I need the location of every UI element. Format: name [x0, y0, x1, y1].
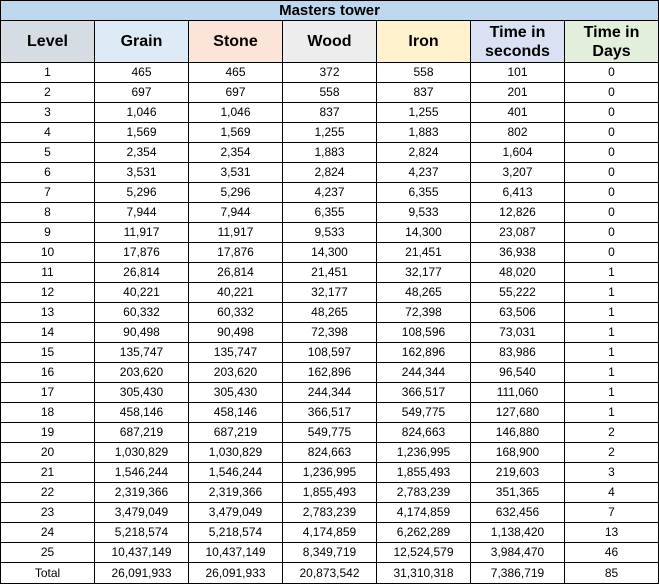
cell-time-seconds: 7,386,719 — [471, 563, 565, 584]
cell-iron: 108,596 — [377, 323, 471, 343]
cell-stone: 90,498 — [189, 323, 283, 343]
cell-time-days: 1 — [565, 363, 659, 383]
cell-time-days: 1 — [565, 323, 659, 343]
cell-wood: 72,398 — [283, 323, 377, 343]
cell-time-days: 7 — [565, 503, 659, 523]
cell-wood: 162,896 — [283, 363, 377, 383]
cell-stone: 2,319,366 — [189, 483, 283, 503]
cell-time-days: 0 — [565, 203, 659, 223]
cell-time-days: 1 — [565, 303, 659, 323]
cell-iron: 9,533 — [377, 203, 471, 223]
cell-time-seconds: 3,984,470 — [471, 543, 565, 563]
cell-time-seconds: 73,031 — [471, 323, 565, 343]
table-row — [1, 163, 659, 183]
cell-grain: 11,917 — [95, 223, 189, 243]
cell-stone: 2,354 — [189, 143, 283, 163]
cell-time-days: 0 — [565, 163, 659, 183]
cell-time-seconds: 219,603 — [471, 463, 565, 483]
cell-time-seconds: 48,020 — [471, 263, 565, 283]
cell-grain: 5,218,574 — [95, 523, 189, 543]
cell-stone: 60,332 — [189, 303, 283, 323]
cell-time-seconds: 351,365 — [471, 483, 565, 503]
cell-iron: 244,344 — [377, 363, 471, 383]
cell-iron: 837 — [377, 83, 471, 103]
cell-wood: 4,237 — [283, 183, 377, 203]
cell-time-days: 1 — [565, 343, 659, 363]
cell-wood: 21,451 — [283, 263, 377, 283]
cell-grain: 26,814 — [95, 263, 189, 283]
cell-grain: 7,944 — [95, 203, 189, 223]
cell-iron: 21,451 — [377, 243, 471, 263]
table-row — [1, 303, 659, 323]
cell-time-seconds: 802 — [471, 123, 565, 143]
cell-time-days: 3 — [565, 463, 659, 483]
cell-wood: 32,177 — [283, 283, 377, 303]
cell-time-days: 0 — [565, 63, 659, 83]
cell-stone: 697 — [189, 83, 283, 103]
cell-wood: 837 — [283, 103, 377, 123]
cell-wood: 244,344 — [283, 383, 377, 403]
table-row — [1, 383, 659, 403]
column-header-time-days: Time in Days — [565, 21, 659, 63]
table-row — [1, 83, 659, 103]
table-row — [1, 123, 659, 143]
cell-wood: 1,255 — [283, 123, 377, 143]
table-row — [1, 483, 659, 503]
cell-time-seconds: 201 — [471, 83, 565, 103]
cell-stone: 3,479,049 — [189, 503, 283, 523]
cell-time-days: 1 — [565, 383, 659, 403]
cell-stone: 40,221 — [189, 283, 283, 303]
cell-iron: 366,517 — [377, 383, 471, 403]
cell-stone: 5,218,574 — [189, 523, 283, 543]
cell-time-days: 0 — [565, 183, 659, 203]
table-row — [1, 243, 659, 263]
table-row — [1, 223, 659, 243]
cell-iron: 48,265 — [377, 283, 471, 303]
cell-time-seconds: 146,880 — [471, 423, 565, 443]
column-header-time-seconds: Time in seconds — [471, 21, 565, 63]
cell-time-seconds: 63,506 — [471, 303, 565, 323]
cell-stone: 1,030,829 — [189, 443, 283, 463]
cell-level: 9 — [1, 223, 95, 243]
cell-grain: 3,479,049 — [95, 503, 189, 523]
cell-wood: 372 — [283, 63, 377, 83]
cell-time-days: 0 — [565, 103, 659, 123]
cell-grain: 465 — [95, 63, 189, 83]
cell-time-seconds: 83,986 — [471, 343, 565, 363]
cell-grain: 5,296 — [95, 183, 189, 203]
cell-time-days: 1 — [565, 283, 659, 303]
cell-time-days: 13 — [565, 523, 659, 543]
table-row — [1, 423, 659, 443]
cell-level: 2 — [1, 83, 95, 103]
table-row — [1, 183, 659, 203]
cell-grain: 17,876 — [95, 243, 189, 263]
cell-grain: 40,221 — [95, 283, 189, 303]
cell-level: 19 — [1, 423, 95, 443]
cell-iron: 12,524,579 — [377, 543, 471, 563]
cell-time-days: 4 — [565, 483, 659, 503]
cell-level: 6 — [1, 163, 95, 183]
table-row — [1, 323, 659, 343]
table-row — [1, 263, 659, 283]
cell-time-days: 1 — [565, 403, 659, 423]
cell-iron: 558 — [377, 63, 471, 83]
cell-iron: 31,310,318 — [377, 563, 471, 584]
table-row — [1, 463, 659, 483]
cell-stone: 5,296 — [189, 183, 283, 203]
cell-wood: 2,783,239 — [283, 503, 377, 523]
cell-stone: 305,430 — [189, 383, 283, 403]
table-row — [1, 63, 659, 83]
cell-wood: 9,533 — [283, 223, 377, 243]
cell-stone: 3,531 — [189, 163, 283, 183]
cell-level: 18 — [1, 403, 95, 423]
cell-wood: 20,873,542 — [283, 563, 377, 584]
cell-time-seconds: 55,222 — [471, 283, 565, 303]
cell-iron: 72,398 — [377, 303, 471, 323]
cell-iron: 1,236,995 — [377, 443, 471, 463]
cell-wood: 558 — [283, 83, 377, 103]
cell-stone: 7,944 — [189, 203, 283, 223]
cell-level: 21 — [1, 463, 95, 483]
cell-wood: 14,300 — [283, 243, 377, 263]
cell-stone: 10,437,149 — [189, 543, 283, 563]
cell-grain: 2,319,366 — [95, 483, 189, 503]
cell-grain: 1,546,244 — [95, 463, 189, 483]
cell-iron: 4,237 — [377, 163, 471, 183]
cell-grain: 203,620 — [95, 363, 189, 383]
cell-level: 13 — [1, 303, 95, 323]
cell-stone: 11,917 — [189, 223, 283, 243]
table-row — [1, 143, 659, 163]
column-header-level: Level — [1, 21, 95, 63]
cell-grain: 10,437,149 — [95, 543, 189, 563]
table-row — [1, 103, 659, 123]
table-row — [1, 503, 659, 523]
cell-grain: 687,219 — [95, 423, 189, 443]
column-header-stone: Stone — [189, 21, 283, 63]
cell-iron: 162,896 — [377, 343, 471, 363]
table-title: Masters tower — [1, 1, 659, 21]
cell-stone: 1,546,244 — [189, 463, 283, 483]
cell-time-days: 0 — [565, 143, 659, 163]
cell-wood: 4,174,859 — [283, 523, 377, 543]
cell-stone: 203,620 — [189, 363, 283, 383]
cell-wood: 1,855,493 — [283, 483, 377, 503]
cell-iron: 824,663 — [377, 423, 471, 443]
cell-iron: 1,883 — [377, 123, 471, 143]
cell-stone: 135,747 — [189, 343, 283, 363]
cell-time-days: 1 — [565, 263, 659, 283]
column-header-wood: Wood — [283, 21, 377, 63]
cell-level: Total — [1, 563, 95, 584]
cell-grain: 26,091,933 — [95, 563, 189, 584]
table-row — [1, 403, 659, 423]
cell-time-days: 2 — [565, 443, 659, 463]
cell-time-seconds: 401 — [471, 103, 565, 123]
table-row — [1, 363, 659, 383]
cell-iron: 2,783,239 — [377, 483, 471, 503]
cell-level: 23 — [1, 503, 95, 523]
cell-level: 12 — [1, 283, 95, 303]
cell-level: 3 — [1, 103, 95, 123]
cell-level: 17 — [1, 383, 95, 403]
cell-iron: 4,174,859 — [377, 503, 471, 523]
cell-level: 1 — [1, 63, 95, 83]
cell-level: 4 — [1, 123, 95, 143]
table-body — [1, 63, 659, 584]
table-row — [1, 543, 659, 563]
cell-wood: 1,236,995 — [283, 463, 377, 483]
cell-time-days: 46 — [565, 543, 659, 563]
cell-time-seconds: 127,680 — [471, 403, 565, 423]
title-row — [1, 1, 659, 21]
cell-stone: 687,219 — [189, 423, 283, 443]
cell-iron: 14,300 — [377, 223, 471, 243]
cell-iron: 1,255 — [377, 103, 471, 123]
cell-level: 11 — [1, 263, 95, 283]
cell-time-seconds: 36,938 — [471, 243, 565, 263]
cell-stone: 1,046 — [189, 103, 283, 123]
cell-iron: 32,177 — [377, 263, 471, 283]
cell-grain: 1,030,829 — [95, 443, 189, 463]
cell-time-seconds: 6,413 — [471, 183, 565, 203]
cell-time-seconds: 96,540 — [471, 363, 565, 383]
cell-stone: 26,814 — [189, 263, 283, 283]
cell-iron: 549,775 — [377, 403, 471, 423]
cell-time-seconds: 23,087 — [471, 223, 565, 243]
cell-level: 16 — [1, 363, 95, 383]
cell-wood: 8,349,719 — [283, 543, 377, 563]
cell-iron: 2,824 — [377, 143, 471, 163]
table-row — [1, 283, 659, 303]
cell-grain: 458,146 — [95, 403, 189, 423]
cell-level: 7 — [1, 183, 95, 203]
cell-wood: 6,355 — [283, 203, 377, 223]
cell-wood: 366,517 — [283, 403, 377, 423]
cell-time-seconds: 111,060 — [471, 383, 565, 403]
cell-wood: 48,265 — [283, 303, 377, 323]
cell-level: 8 — [1, 203, 95, 223]
cell-time-days: 0 — [565, 123, 659, 143]
table-row — [1, 443, 659, 463]
cell-grain: 3,531 — [95, 163, 189, 183]
cell-time-seconds: 1,138,420 — [471, 523, 565, 543]
cell-time-days: 0 — [565, 243, 659, 263]
cell-level: 15 — [1, 343, 95, 363]
cell-wood: 824,663 — [283, 443, 377, 463]
cell-time-days: 2 — [565, 423, 659, 443]
cell-time-days: 0 — [565, 223, 659, 243]
cell-time-seconds: 1,604 — [471, 143, 565, 163]
column-header-iron: Iron — [377, 21, 471, 63]
cell-grain: 90,498 — [95, 323, 189, 343]
cell-level: 24 — [1, 523, 95, 543]
cell-level: 22 — [1, 483, 95, 503]
cell-level: 5 — [1, 143, 95, 163]
cell-level: 10 — [1, 243, 95, 263]
cell-time-seconds: 3,207 — [471, 163, 565, 183]
cell-iron: 1,855,493 — [377, 463, 471, 483]
cell-time-seconds: 168,900 — [471, 443, 565, 463]
cell-time-seconds: 101 — [471, 63, 565, 83]
cell-stone: 17,876 — [189, 243, 283, 263]
table-row — [1, 343, 659, 363]
total-row — [1, 563, 659, 584]
cell-grain: 60,332 — [95, 303, 189, 323]
cell-wood: 1,883 — [283, 143, 377, 163]
cell-grain: 1,046 — [95, 103, 189, 123]
cell-stone: 465 — [189, 63, 283, 83]
cell-wood: 108,597 — [283, 343, 377, 363]
cell-level: 25 — [1, 543, 95, 563]
cell-stone: 1,569 — [189, 123, 283, 143]
cell-grain: 2,354 — [95, 143, 189, 163]
cell-grain: 1,569 — [95, 123, 189, 143]
cell-level: 20 — [1, 443, 95, 463]
table-row — [1, 523, 659, 543]
cell-wood: 549,775 — [283, 423, 377, 443]
cell-grain: 305,430 — [95, 383, 189, 403]
header-row — [1, 21, 659, 63]
cell-iron: 6,355 — [377, 183, 471, 203]
cell-time-seconds: 632,456 — [471, 503, 565, 523]
table-row — [1, 203, 659, 223]
cell-stone: 26,091,933 — [189, 563, 283, 584]
cell-stone: 458,146 — [189, 403, 283, 423]
cell-grain: 697 — [95, 83, 189, 103]
cell-iron: 6,262,289 — [377, 523, 471, 543]
cell-time-days: 0 — [565, 83, 659, 103]
cell-level: 14 — [1, 323, 95, 343]
cell-wood: 2,824 — [283, 163, 377, 183]
cell-grain: 135,747 — [95, 343, 189, 363]
cell-time-seconds: 12,826 — [471, 203, 565, 223]
cell-time-days: 85 — [565, 563, 659, 584]
column-header-grain: Grain — [95, 21, 189, 63]
